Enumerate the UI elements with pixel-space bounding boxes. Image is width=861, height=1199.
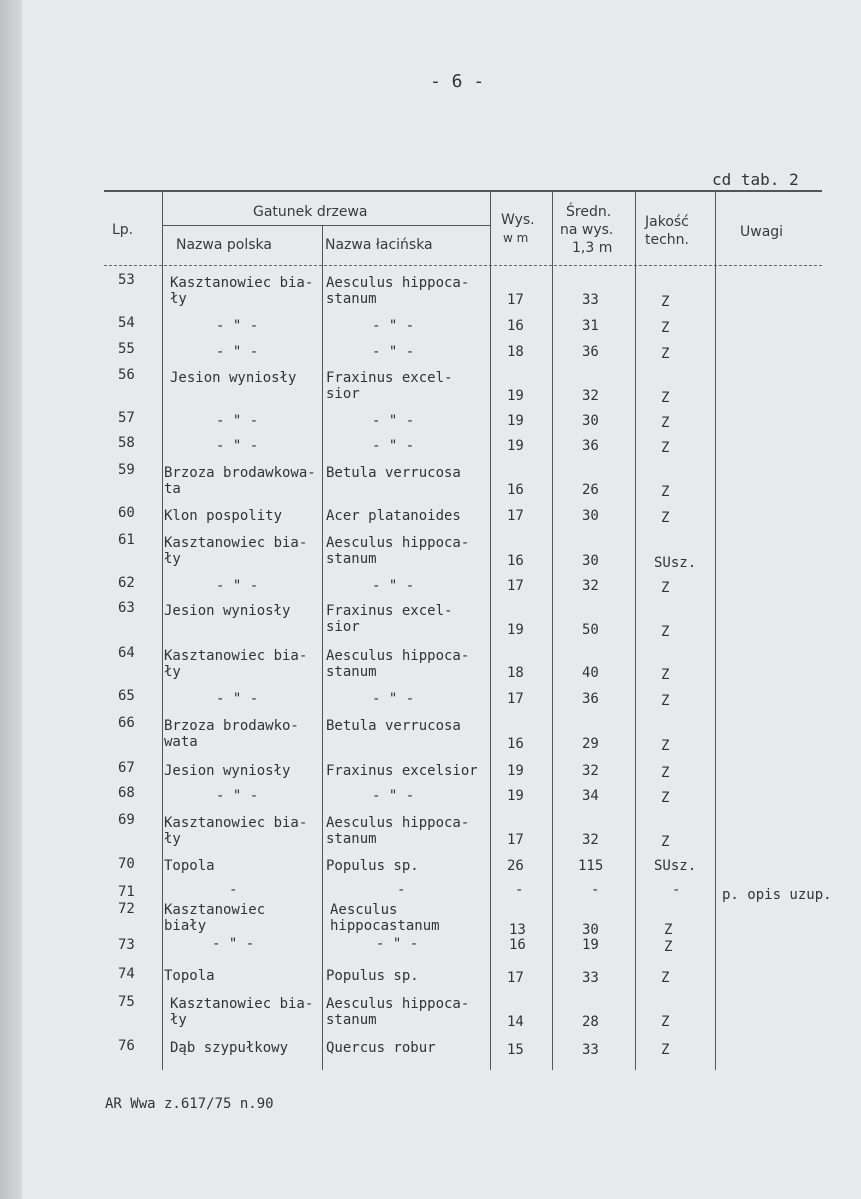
diameter-cell: 30 <box>582 922 599 938</box>
quality-cell: Z <box>661 970 670 986</box>
height-cell: 18 <box>507 665 524 681</box>
polish-name-cell: Kasztanowiec bia- <box>170 996 314 1012</box>
height-cell: 26 <box>507 858 524 874</box>
quality-cell: Z <box>661 510 670 526</box>
diameter-cell: 33 <box>582 970 599 986</box>
header-uwagi: Uwagi <box>740 224 784 240</box>
quality-cell: Z <box>661 294 670 310</box>
height-cell: 18 <box>507 344 524 360</box>
diameter-cell: 32 <box>582 763 599 779</box>
diameter-cell: 30 <box>582 413 599 429</box>
polish-name-cell: ły <box>164 831 181 847</box>
polish-name-cell: - " - <box>216 788 259 804</box>
header-wys-1: Wys. <box>501 212 535 228</box>
quality-cell: Z <box>661 790 670 806</box>
height-cell: 15 <box>507 1042 524 1058</box>
diameter-cell: 26 <box>582 482 599 498</box>
latin-name-cell: Aesculus hippoca- <box>326 996 470 1012</box>
lp-cell: 60 <box>118 505 135 521</box>
latin-name-cell: - " - <box>372 318 415 334</box>
header-jakosc-1: Jakość <box>645 214 689 230</box>
quality-cell: Z <box>661 738 670 754</box>
quality-cell: Z <box>661 580 670 596</box>
header-sredn-3: 1,3 m <box>572 240 613 256</box>
lp-cell: 63 <box>118 600 135 616</box>
latin-name-cell: - " - <box>372 578 415 594</box>
page-number: - 6 - <box>430 71 485 92</box>
header-sub-rule <box>163 225 490 226</box>
polish-name-cell: Brzoza brodawko- <box>164 718 299 734</box>
quality-cell: Z <box>661 1014 670 1030</box>
quality-cell: Z <box>664 939 673 955</box>
diameter-cell: 31 <box>582 318 599 334</box>
height-cell: 19 <box>507 438 524 454</box>
polish-name-cell: Kasztanowiec bia- <box>164 535 308 551</box>
latin-name-cell: Fraxinus excel- <box>326 370 453 386</box>
lp-cell: 58 <box>118 435 135 451</box>
polish-name-cell: Kasztanowiec <box>164 902 266 918</box>
diameter-cell: - <box>591 882 600 898</box>
lp-cell: 66 <box>118 715 135 731</box>
latin-name-cell: hippocastanum <box>330 918 440 934</box>
latin-name-cell: Populus sp. <box>326 858 419 874</box>
archive-footer: AR Wwa z.617/75 n.90 <box>105 1096 274 1112</box>
polish-name-cell: Topola <box>164 858 215 874</box>
height-cell: 13 <box>509 922 526 938</box>
latin-name-cell: Aesculus <box>330 902 398 918</box>
lp-cell: 69 <box>118 812 135 828</box>
height-cell: 17 <box>507 832 524 848</box>
latin-name-cell: stanum <box>326 664 377 680</box>
latin-name-cell: - <box>397 882 406 898</box>
quality-cell: SUsz. <box>654 555 697 571</box>
col-rule-3 <box>490 190 491 1070</box>
header-nazwa-lacinska: Nazwa łacińska <box>325 237 433 253</box>
polish-name-cell: - " - <box>212 936 255 952</box>
latin-name-cell: stanum <box>326 551 377 567</box>
latin-name-cell: Aesculus hippoca- <box>326 815 470 831</box>
header-jakosc-2: techn. <box>645 232 689 248</box>
polish-name-cell: - " - <box>216 578 259 594</box>
quality-cell: SUsz. <box>654 858 697 874</box>
height-cell: 16 <box>507 482 524 498</box>
height-cell: 17 <box>507 578 524 594</box>
quality-cell: Z <box>661 765 670 781</box>
polish-name-cell: - " - <box>216 318 259 334</box>
latin-name-cell: stanum <box>326 291 377 307</box>
polish-name-cell: Klon pospolity <box>164 508 283 524</box>
height-cell: 17 <box>507 292 524 308</box>
latin-name-cell: Aesculus hippoca- <box>326 648 470 664</box>
remarks-cell: p. opis uzup. <box>722 887 832 903</box>
diameter-cell: 36 <box>582 438 599 454</box>
diameter-cell: 28 <box>582 1014 599 1030</box>
latin-name-cell: - " - <box>372 344 415 360</box>
latin-name-cell: - " - <box>372 438 415 454</box>
quality-cell: Z <box>661 415 670 431</box>
col-rule-1 <box>162 190 163 1070</box>
diameter-cell: 34 <box>582 788 599 804</box>
polish-name-cell: ta <box>164 481 181 497</box>
polish-name-cell: Jesion wyniosły <box>170 370 297 386</box>
lp-cell: 59 <box>118 462 135 478</box>
height-cell: 17 <box>507 508 524 524</box>
lp-cell: 55 <box>118 341 135 357</box>
lp-cell: 76 <box>118 1038 135 1054</box>
latin-name-cell: stanum <box>326 831 377 847</box>
diameter-cell: 40 <box>582 665 599 681</box>
col-rule-2 <box>322 226 323 1070</box>
height-cell: 19 <box>507 413 524 429</box>
quality-cell: Z <box>661 440 670 456</box>
lp-cell: 73 <box>118 937 135 953</box>
lp-cell: 62 <box>118 575 135 591</box>
diameter-cell: 115 <box>578 858 604 874</box>
quality-cell: Z <box>661 624 670 640</box>
height-cell: 19 <box>507 388 524 404</box>
lp-cell: 72 <box>118 901 135 917</box>
polish-name-cell: Jesion wyniosły <box>164 763 291 779</box>
lp-cell: 65 <box>118 688 135 704</box>
polish-name-cell: Brzoza brodawkowa- <box>164 465 316 481</box>
diameter-cell: 36 <box>582 691 599 707</box>
col-rule-4 <box>552 190 553 1070</box>
polish-name-cell: Topola <box>164 968 215 984</box>
polish-name-cell: Kasztanowiec bia- <box>170 275 314 291</box>
header-sredn-2: na wys. <box>560 222 614 238</box>
table-continuation-label: cd tab. 2 <box>712 170 799 189</box>
polish-name-cell: Kasztanowiec bia- <box>164 815 308 831</box>
header-lp: Lp. <box>112 222 134 238</box>
quality-cell: Z <box>661 390 670 406</box>
lp-cell: 67 <box>118 760 135 776</box>
polish-name-cell: ły <box>170 291 187 307</box>
latin-name-cell: sior <box>326 386 360 402</box>
polish-name-cell: biały <box>164 918 207 934</box>
latin-name-cell: Fraxinus excelsior <box>326 763 478 779</box>
quality-cell: Z <box>661 834 670 850</box>
diameter-cell: 36 <box>582 344 599 360</box>
latin-name-cell: Aesculus hippoca- <box>326 535 470 551</box>
latin-name-cell: Aesculus hippoca- <box>326 275 470 291</box>
quality-cell: Z <box>661 667 670 683</box>
height-cell: 16 <box>507 318 524 334</box>
quality-cell: Z <box>661 320 670 336</box>
diameter-cell: 32 <box>582 578 599 594</box>
height-cell: 17 <box>507 970 524 986</box>
polish-name-cell: wata <box>164 734 198 750</box>
quality-cell: - <box>672 882 681 898</box>
polish-name-cell: Dąb szypułkowy <box>170 1040 289 1056</box>
lp-cell: 74 <box>118 966 135 982</box>
diameter-cell: 30 <box>582 508 599 524</box>
lp-cell: 71 <box>118 884 135 900</box>
polish-name-cell: - " - <box>216 344 259 360</box>
lp-cell: 75 <box>118 994 135 1010</box>
diameter-cell: 50 <box>582 622 599 638</box>
height-cell: 17 <box>507 691 524 707</box>
lp-cell: 56 <box>118 367 135 383</box>
header-gatunek: Gatunek drzewa <box>253 204 368 220</box>
diameter-cell: 32 <box>582 388 599 404</box>
diameter-cell: 32 <box>582 832 599 848</box>
latin-name-cell: Betula verrucosa <box>326 465 461 481</box>
lp-cell: 70 <box>118 856 135 872</box>
height-cell: - <box>515 882 524 898</box>
lp-cell: 54 <box>118 315 135 331</box>
quality-cell: Z <box>661 484 670 500</box>
height-cell: 14 <box>507 1014 524 1030</box>
diameter-cell: 33 <box>582 1042 599 1058</box>
latin-name-cell: Populus sp. <box>326 968 419 984</box>
height-cell: 19 <box>507 788 524 804</box>
polish-name-cell: ły <box>164 551 181 567</box>
header-wys-2: w m <box>503 231 529 245</box>
diameter-cell: 30 <box>582 553 599 569</box>
latin-name-cell: - " - <box>372 413 415 429</box>
latin-name-cell: stanum <box>326 1012 377 1028</box>
lp-cell: 57 <box>118 410 135 426</box>
quality-cell: Z <box>661 1042 670 1058</box>
height-cell: 16 <box>507 736 524 752</box>
col-rule-6 <box>715 190 716 1070</box>
latin-name-cell: - " - <box>372 691 415 707</box>
height-cell: 16 <box>507 553 524 569</box>
height-cell: 19 <box>507 622 524 638</box>
polish-name-cell: - " - <box>216 691 259 707</box>
quality-cell: Z <box>661 693 670 709</box>
header-nazwa-polska: Nazwa polska <box>176 237 272 253</box>
latin-name-cell: Betula verrucosa <box>326 718 461 734</box>
col-rule-5 <box>635 190 636 1070</box>
polish-name-cell: - <box>229 882 238 898</box>
latin-name-cell: Quercus robur <box>326 1040 436 1056</box>
diameter-cell: 33 <box>582 292 599 308</box>
height-cell: 16 <box>509 937 526 953</box>
lp-cell: 64 <box>118 645 135 661</box>
quality-cell: Z <box>664 922 673 938</box>
quality-cell: Z <box>661 346 670 362</box>
header-sredn-1: Średn. <box>566 204 612 220</box>
latin-name-cell: - " - <box>376 936 419 952</box>
latin-name-cell: - " - <box>372 788 415 804</box>
polish-name-cell: Kasztanowiec bia- <box>164 648 308 664</box>
polish-name-cell: Jesion wyniosły <box>164 603 291 619</box>
diameter-cell: 19 <box>582 937 599 953</box>
polish-name-cell: - " - <box>216 438 259 454</box>
lp-cell: 61 <box>118 532 135 548</box>
latin-name-cell: Fraxinus excel- <box>326 603 453 619</box>
lp-cell: 53 <box>118 272 135 288</box>
latin-name-cell: sior <box>326 619 360 635</box>
height-cell: 19 <box>507 763 524 779</box>
latin-name-cell: Acer platanoides <box>326 508 461 524</box>
lp-cell: 68 <box>118 785 135 801</box>
polish-name-cell: ły <box>164 664 181 680</box>
polish-name-cell: - " - <box>216 413 259 429</box>
diameter-cell: 29 <box>582 736 599 752</box>
polish-name-cell: ły <box>170 1012 187 1028</box>
scan-left-edge <box>0 0 23 1199</box>
